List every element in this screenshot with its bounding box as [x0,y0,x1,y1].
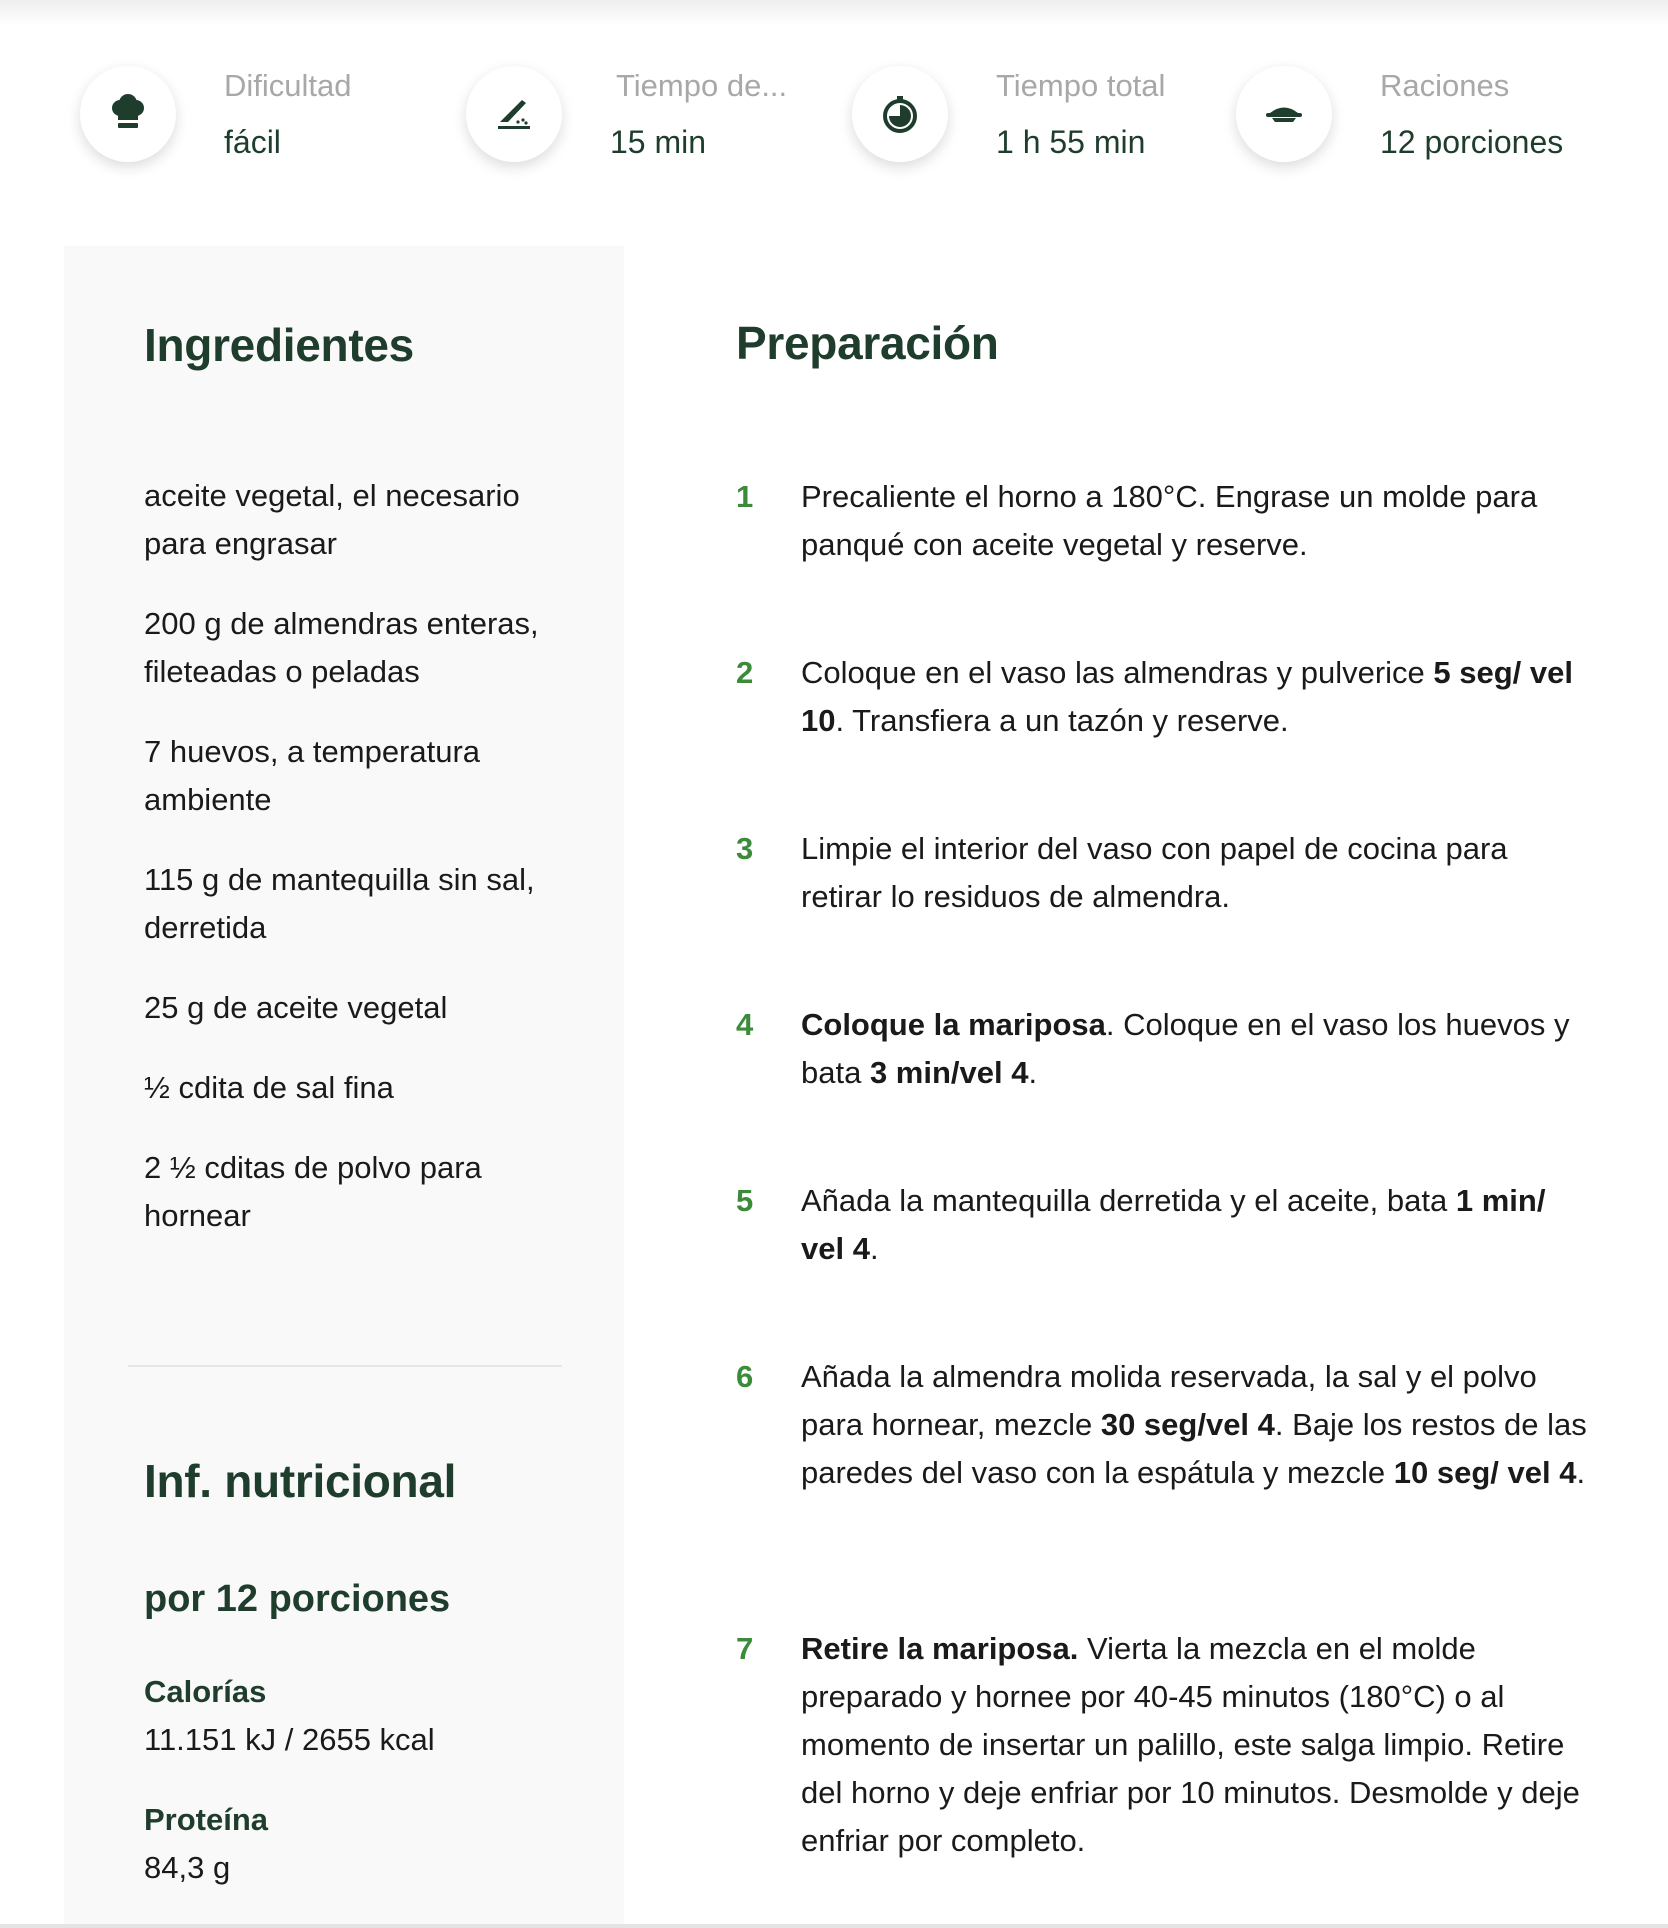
step-text-bold: 1 min/ vel 4 [801,1183,1546,1266]
step-text [801,1001,1596,1097]
divider [128,1365,562,1367]
stat-value: 15 min [610,124,707,160]
ingredient-item: 7 huevos, a temperatura ambiente [144,734,481,817]
step-text-bold: 5 seg/ vel 10 [801,655,1573,738]
ingredients-list [144,472,564,1272]
stat-icon-circle [80,66,176,162]
step-number: 2 [736,655,754,690]
stat-label: Tiempo de... [616,68,788,103]
ingredient-item: 200 g de almendras enteras, fileteadas o peladas [144,606,539,689]
step-text-bold: Retire la mariposa. [801,1631,1079,1666]
step-text-part: Añada la almendra molida reservada, la sal y el polvo para hornear, mezcle [801,1359,1537,1442]
nutrition-label-calories: Calorías [144,1674,267,1709]
step-number: 1 [736,479,754,514]
ingredients-title: Ingredientes [144,319,414,371]
step-text-part: Vierta la mezcla en el molde preparado y hornee por 40-45 minutos (180°C) o al momento de insertar un palillo, este salga limpio. Retire del horno y deje enfriar por 10 minutos. Desmolde y deje enfriar por completo. [801,1631,1580,1858]
stat-icon-circle [852,66,948,162]
knife-icon [492,92,536,136]
step-text-bold: 3 min/vel 4 [869,1055,1029,1090]
timer-icon [878,92,922,136]
step-text [801,1177,1596,1273]
step-number: 3 [736,831,754,866]
step-text-part: Coloque en el vaso las almendras y pulverice [801,655,1434,690]
dish-icon [1262,92,1306,136]
stat-label: Raciones [1380,68,1510,103]
nutrition-value-calories: 11.151 kJ / 2655 kcal [144,1722,435,1757]
step-number: 4 [736,1007,754,1042]
stat-label: Tiempo total [996,68,1166,103]
step-text-bold: Coloque la mariposa [801,1007,1106,1042]
step-text [801,649,1596,745]
nutrition-title: Inf. nutricional [144,1455,457,1507]
ingredient-item: 115 g de mantequilla sin sal, derretida [144,862,535,945]
step-text [801,825,1596,921]
nutrition-value-protein: 84,3 g [144,1850,231,1885]
nutrition-subtitle: por 12 porciones [144,1578,451,1620]
ingredient-item: 25 g de aceite vegetal [144,990,448,1025]
stat-icon-circle [466,66,562,162]
step-text-bold: 10 seg/ vel 4 [1393,1455,1577,1490]
step-text-part: . [1028,1055,1038,1090]
step-text [801,1353,1596,1497]
step-text-part: . [869,1231,879,1266]
top-shadow [0,0,1668,26]
step-number: 5 [736,1183,754,1218]
step-number: 7 [736,1631,754,1666]
step-text-part: Añada la mantequilla derretida y el aceite, bata [801,1183,1456,1218]
step-text-part: . Baje los restos de las paredes del vaso con la espátula y mezcle [801,1407,1587,1490]
stat-icon-circle [1236,66,1332,162]
nutrition-label-protein: Proteína [144,1802,269,1837]
step-text-part: . [1576,1455,1586,1490]
step-number: 6 [736,1359,754,1394]
stat-value: fácil [224,124,281,160]
bottom-bar [0,1924,1668,1928]
step-text [801,1625,1596,1865]
preparation-title: Preparación [736,317,999,369]
ingredient-item: aceite vegetal, el necesario para engrasar [144,478,520,561]
ingredient-item: 2 ½ cditas de polvo para hornear [144,1150,482,1233]
step-text [801,473,1596,569]
step-text-bold: 30 seg/vel 4 [1100,1407,1275,1442]
stat-label: Dificultad [224,68,352,103]
step-text-part: Precaliente el horno a 180°C. Engrase un molde para panqué con aceite vegetal y reserve. [801,479,1538,562]
step-text-part: Limpie el interior del vaso con papel de cocina para retirar lo residuos de almendra. [801,831,1508,914]
step-text-part: . Coloque en el vaso los huevos y bata [801,1007,1570,1090]
step-text-part: . Transfiera a un tazón y reserve. [835,703,1289,738]
chef-hat-icon [106,92,150,136]
stat-value: 12 porciones [1380,124,1564,160]
stat-value: 1 h 55 min [996,124,1146,160]
ingredient-item: ½ cdita de sal fina [144,1070,394,1105]
